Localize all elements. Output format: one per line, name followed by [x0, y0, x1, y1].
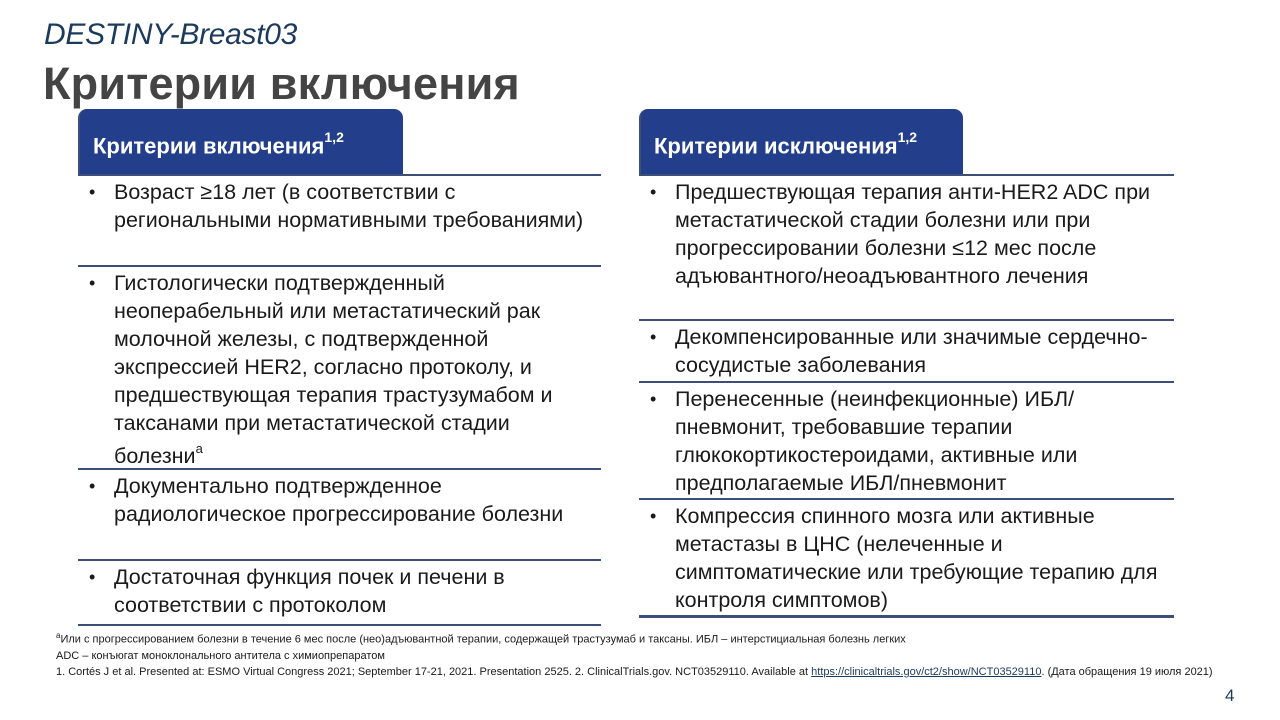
inclusion-header-label: Критерии включения — [93, 133, 325, 159]
footnotes — [56, 628, 1236, 680]
inclusion-item: • Возраст ≥18 лет (в соответствии с региональными нормативными требованиями) — [89, 180, 584, 232]
reference-link[interactable]: https://clinicaltrials.gov/ct2/show/NCT03529110 — [811, 665, 1042, 678]
exclusion-header-label: Критерии исключения — [654, 133, 898, 159]
exclusion-item: • Компрессия спинного мозга или активные метастазы в ЦНС (нелеченные и симптоматические или требующие терапию для контроля симптомов) — [650, 504, 1158, 612]
inclusion-item: • Документально подтвержденное радиологическое прогрессирование болезни — [89, 474, 564, 526]
bullet-icon: • — [89, 476, 96, 496]
bullet-icon: • — [89, 273, 96, 293]
bullet-icon: • — [89, 182, 96, 202]
slide-subtitle: DESTINY-Breast03 — [44, 18, 298, 51]
inclusion-criteria-header — [78, 109, 403, 174]
exclusion-header-ref: 1,2 — [897, 129, 918, 145]
references: 1. Cortés J et al. Presented at: ESMO Virtual Congress 2021; September 17-21, 2021. Presentation 2525. 2. ClinicalTrials.gov. NCT03529110. Available at https://clinicaltrials.gov/ct2/show/NCT03529110. (Дата обращения 19 июля 2021) — [56, 665, 1213, 678]
footnote-a: $^a$Или с прогрессированием болезни в течение 6 мес после (нео)адъювантной терапии, содержащей трастузумаб и таксаны. ИБЛ – интерстициальная болезнь легких — [56, 631, 906, 646]
bullet-icon: • — [650, 327, 657, 347]
inclusion-header-ref: 1,2 — [324, 129, 344, 145]
divider — [78, 624, 601, 626]
exclusion-item: • Декомпенсированные или значимые сердечно-сосудистые заболевания — [650, 325, 1148, 377]
bullet-icon: • — [89, 567, 96, 587]
exclusion-item: • Перенесенные (неинфекционные) ИБЛ/ пневмонит, требовавшие терапии глюкокортикостероидами, активные или предполагаемые ИБЛ/пневмонит — [650, 387, 1078, 495]
exclusion-criteria-panel — [639, 109, 1174, 618]
inclusion-item: • Гистологически подтвержденный неоперабельный или метастатический рак молочной железы, с подтвержденной экспрессией HER2, согласно протоколу, и предшествующая терапия трастузумабом и таксанами при метастатической стадии болезни$^a$ — [89, 271, 553, 469]
bullet-icon: • — [650, 182, 657, 202]
inclusion-criteria-panel — [78, 109, 601, 626]
inclusion-item: • Достаточная функция почек и печени в соответствии с протоколом — [89, 565, 505, 617]
footnote-adc: ADC – конъюгат моноклонального антитела с химиопрепаратом — [56, 649, 385, 662]
footnote-a-marker: a — [195, 441, 203, 456]
slide-title: Критерии включения — [43, 58, 520, 109]
divider — [639, 615, 1174, 618]
page-number: 4 — [1225, 686, 1235, 705]
bullet-icon: • — [650, 389, 657, 409]
exclusion-criteria-header — [639, 109, 963, 174]
exclusion-item: • Предшествующая терапия анти-HER2 ADC при метастатической стадии болезни или при прогрессировании болезни ≤12 мес после адъювантного/неоадъювантного лечения — [650, 180, 1151, 288]
bullet-icon: • — [650, 506, 657, 526]
